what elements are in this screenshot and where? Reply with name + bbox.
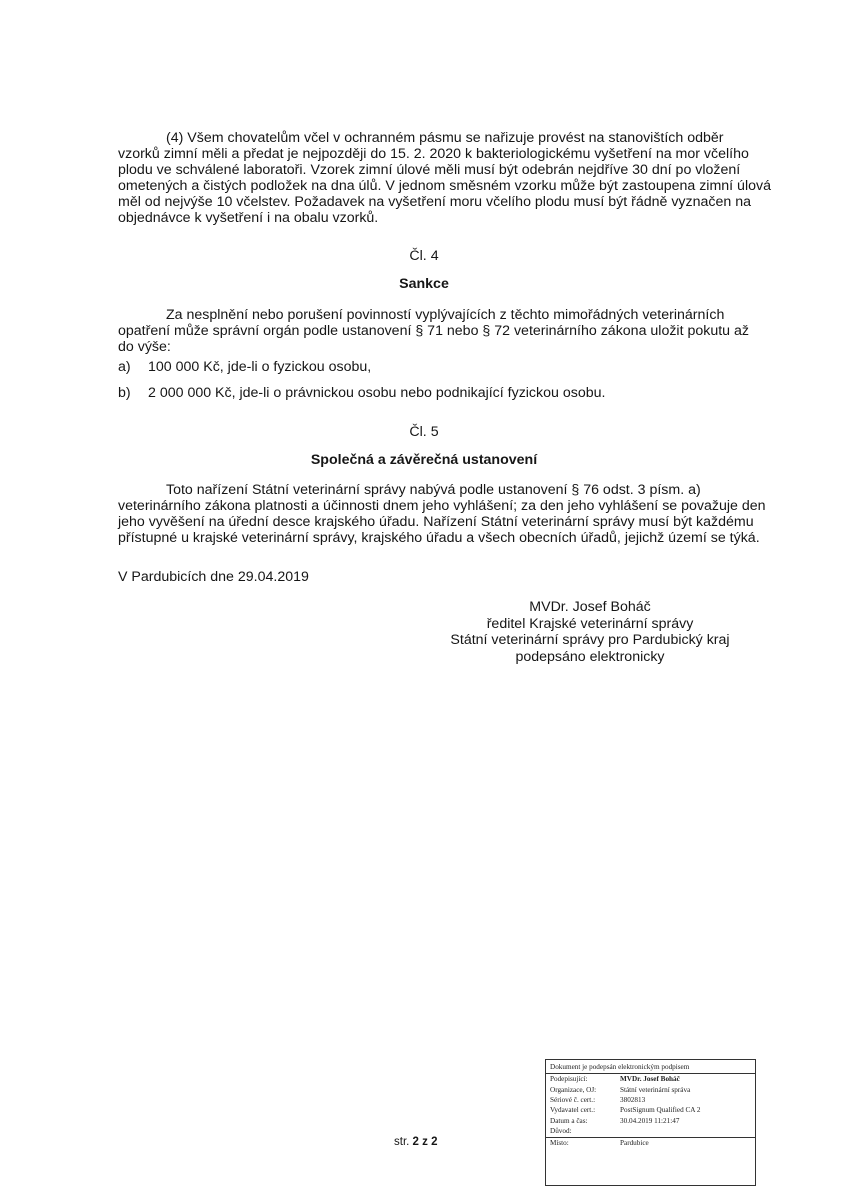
paragraph-4-line: ometených a čistých podložek na dna úlů. V jednom směsném vzorku může být zastoupena zimní úlová [118, 178, 771, 194]
signature-organization: Státní veterinární správy pro Pardubický kraj [450, 632, 730, 649]
page-number [394, 1136, 437, 1148]
paragraph-4-line: objednávce k vyšetření i na obalu vzorků. [118, 210, 379, 226]
article-5-line: veterinárního zákona platnosti a účinnosti dnem jeho vyhlášení; za den jeho vyhlášení se považuje den [118, 498, 766, 514]
place-date: V Pardubicích dne 29.04.2019 [118, 569, 309, 585]
paragraph-4-line: měl od nejvýše 10 včelstev. Požadavek na vyšetření moru včelího plodu musí být řádně vyznačen na [118, 194, 751, 210]
article-4-number: Čl. 4 [409, 248, 439, 264]
signature-role: ředitel Krajské veterinární správy [486, 615, 694, 632]
list-item [118, 385, 605, 401]
page-number-value: 2 z 2 [412, 1136, 438, 1148]
stamp-row [546, 1138, 755, 1148]
stamp-label: Podepisující: [550, 1075, 588, 1084]
signature-block [440, 599, 740, 665]
list-item [118, 359, 371, 375]
list-item-text: 2 000 000 Kč, jde-li o právnickou osobu nebo podnikající fyzickou osobu. [148, 385, 606, 401]
stamp-label: Místo: [550, 1139, 569, 1148]
article-4-intro-line: do výše: [118, 339, 171, 355]
stamp-value: MVDr. Josef Boháč [620, 1075, 680, 1084]
paragraph-4-line: (4) Všem chovatelům včel v ochranném pásmu se nařizuje provést na stanovištích odběr [166, 130, 724, 146]
stamp-value: Státní veterinární správa [620, 1085, 691, 1094]
stamp-row [546, 1126, 755, 1136]
paragraph-4-line: plodu ve schválené laboratoři. Vzorek zimní úlové měli musí být odebrán nejdříve 30 dní po vložení [118, 162, 741, 178]
list-marker: b) [118, 385, 131, 401]
stamp-value: PostSignum Qualified CA 2 [620, 1106, 701, 1115]
stamp-label: Vydavatel cert.: [550, 1106, 596, 1115]
stamp-value [620, 1127, 751, 1135]
stamp-label: Sériové č. cert.: [550, 1095, 596, 1104]
list-marker: a) [118, 359, 131, 375]
stamp-label: Důvod: [550, 1127, 572, 1136]
stamp-row [546, 1074, 755, 1084]
article-5-line: přístupné u krajské veterinární správy, krajského úřadu a všech obecních úřadů, jejichž území se týká. [118, 530, 760, 546]
paragraph-4-line: vzorků zimní měli a předat je nejpozději do 15. 2. 2020 k bakteriologickému vyšetření na mor včelího [118, 146, 749, 162]
stamp-row [546, 1105, 755, 1115]
stamp-row [546, 1095, 755, 1105]
page-label: str. [394, 1136, 413, 1148]
stamp-row [546, 1116, 755, 1126]
article-4-intro-line: opatření může správní orgán podle ustanovení § 71 nebo § 72 veterinárního zákona uložit pokutu až [118, 323, 749, 339]
stamp-value: 3802813 [620, 1095, 646, 1104]
article-4-intro-line: Za nesplnění nebo porušení povinností vyplývajících z těchto mimořádných veterinárních [166, 307, 725, 323]
electronic-signature-stamp [545, 1059, 756, 1186]
article-5-number: Čl. 5 [409, 424, 439, 440]
stamp-value: 30.04.2019 11:21:47 [620, 1116, 680, 1125]
article-5-line: jeho vyvěšení na úřední desce krajského úřadu. Nařízení Státní veterinární správy musí být každému [118, 514, 754, 530]
list-item-text: 100 000 Kč, jde-li o fyzickou osobu, [148, 359, 372, 375]
article-4-title: Sankce [399, 276, 449, 292]
article-5-line: Toto nařízení Státní veterinární správy nabývá podle ustanovení § 76 odst. 3 písm. a) [166, 482, 701, 498]
stamp-row [546, 1084, 755, 1094]
stamp-label: Datum a čas: [550, 1116, 588, 1125]
stamp-value: Pardubice [620, 1139, 649, 1148]
stamp-label: Organizace, OJ: [550, 1085, 597, 1094]
signature-name: MVDr. Josef Boháč [529, 599, 651, 615]
article-5-title: Společná a závěrečná ustanovení [310, 452, 538, 468]
signature-note: podepsáno elektronicky [515, 648, 665, 665]
stamp-header: Dokument je podepsán elektronickým podpisem [546, 1060, 755, 1074]
